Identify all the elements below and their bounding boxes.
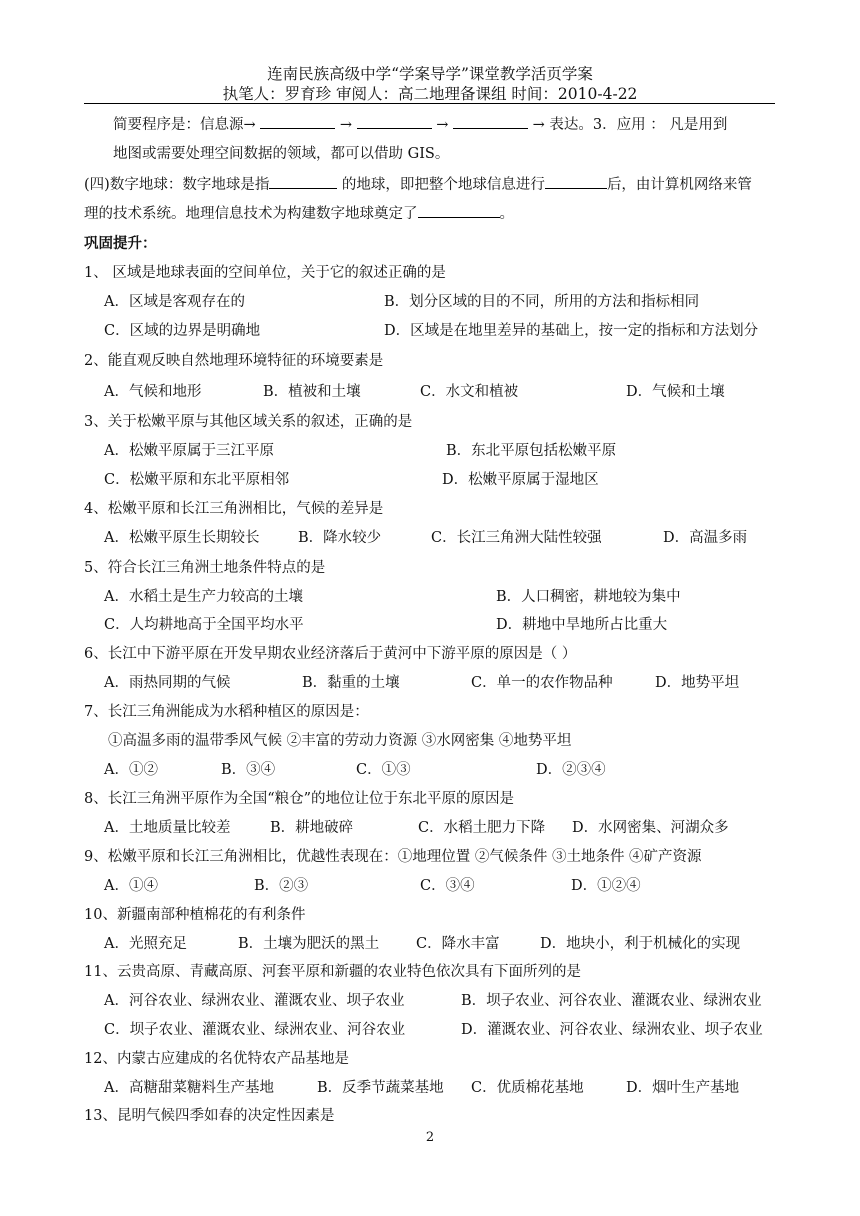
- option[interactable]: A．松嫩平原属于三江平原: [104, 443, 274, 459]
- fill-blank[interactable]: [453, 114, 528, 129]
- option[interactable]: B．降水较少: [298, 530, 382, 546]
- option[interactable]: C．区域的边界是明确地: [104, 323, 261, 339]
- intro-line-3: [84, 173, 752, 194]
- question-6: 6、长江中下游平原在开发早期农业经济落后于黄河中下游平原的原因是（ ）: [84, 646, 577, 662]
- intro-text: 。: [499, 206, 514, 222]
- intro-line-1: [113, 113, 727, 134]
- section-title: 巩固提升：: [84, 235, 157, 252]
- intro-text: 理的技术系统。地理信息技术为构建数字地球奠定了: [84, 206, 418, 222]
- option[interactable]: D．高温多雨: [663, 530, 748, 546]
- option[interactable]: A．高糖甜菜糖料生产基地: [104, 1080, 274, 1096]
- option[interactable]: B．黏重的土壤: [302, 675, 400, 691]
- intro-text: 简要程序是：信息源→: [113, 117, 256, 133]
- document-subtitle: 执笔人：罗育珍 审阅人：高二地理备课组 时间：2010-4-22: [222, 85, 638, 103]
- fill-blank[interactable]: [418, 203, 500, 218]
- option[interactable]: C．水文和植被: [420, 384, 519, 400]
- option[interactable]: D．①②④: [571, 878, 641, 894]
- option[interactable]: A．①④: [104, 878, 158, 894]
- option[interactable]: A．气候和地形: [104, 384, 202, 400]
- option[interactable]: D．地块小，利于机械化的实现: [540, 936, 741, 952]
- option[interactable]: C．降水丰富: [416, 936, 500, 952]
- option[interactable]: C．优质棉花基地: [471, 1080, 584, 1096]
- fill-blank[interactable]: [545, 174, 607, 189]
- intro-text: 的地球，即把整个地球信息进行: [337, 177, 545, 193]
- option[interactable]: D．地势平坦: [655, 675, 740, 691]
- arrow-text: →: [436, 117, 449, 133]
- option[interactable]: A．①②: [104, 762, 158, 778]
- option[interactable]: D．区域是在地里差异的基础上，按一定的指标和方法划分: [384, 323, 759, 339]
- option[interactable]: C．水稻土肥力下降: [418, 820, 546, 836]
- question-1: 1、 区域是地球表面的空间单位，关于它的叙述正确的是: [84, 265, 446, 281]
- option[interactable]: A．区域是客观存在的: [104, 294, 245, 310]
- option[interactable]: D．水网密集、河湖众多: [572, 820, 729, 836]
- option[interactable]: D．灌溉农业、河谷农业、绿洲农业、坝子农业: [461, 1022, 763, 1038]
- option[interactable]: A．水稻土是生产力较高的土壤: [104, 589, 303, 605]
- option[interactable]: C．③④: [420, 878, 475, 894]
- question-12: 12、内蒙古应建成的名优特农产品基地是: [84, 1051, 349, 1067]
- option[interactable]: C．长江三角洲大陆性较强: [431, 530, 602, 546]
- option[interactable]: B．③④: [221, 762, 276, 778]
- intro-text: 后，由计算机网络来管: [606, 177, 752, 193]
- intro-line-2: 地图或需要处理空间数据的领域，都可以借助 GIS。: [113, 146, 450, 162]
- option[interactable]: D．②③④: [536, 762, 606, 778]
- option[interactable]: C．松嫩平原和东北平原相邻: [104, 472, 290, 488]
- question-8: 8、长江三角洲平原作为全国“粮仓”的地位让位于东北平原的原因是: [84, 791, 515, 807]
- fill-blank[interactable]: [357, 114, 432, 129]
- option[interactable]: B．植被和土壤: [263, 384, 361, 400]
- page-number: 2: [425, 1130, 435, 1145]
- option[interactable]: B．东北平原包括松嫩平原: [446, 443, 617, 459]
- option[interactable]: A．河谷农业、绿洲农业、灌溉农业、坝子农业: [104, 993, 405, 1009]
- option[interactable]: B．坝子农业、河谷农业、灌溉农业、绿洲农业: [461, 993, 762, 1009]
- option[interactable]: A．光照充足: [104, 936, 187, 952]
- question-7-items: ①高温多雨的温带季风气候 ②丰富的劳动力资源 ③水网密集 ④地势平坦: [108, 733, 572, 749]
- option[interactable]: A．雨热同期的气候: [104, 675, 231, 691]
- intro-text: (四)数字地球：数字地球是指: [84, 177, 270, 193]
- question-13: 13、昆明气候四季如春的决定性因素是: [84, 1108, 335, 1124]
- question-7: 7、长江三角洲能成为水稻种植区的原因是：: [84, 704, 369, 720]
- question-5: 5、符合长江三角洲土地条件特点的是: [84, 560, 326, 576]
- fill-blank[interactable]: [269, 174, 337, 189]
- option[interactable]: B．耕地破碎: [270, 820, 354, 836]
- option[interactable]: C．人均耕地高于全国平均水平: [104, 617, 304, 633]
- option[interactable]: C．坝子农业、灌溉农业、绿洲农业、河谷农业: [104, 1022, 406, 1038]
- arrow-text: →: [339, 117, 353, 133]
- intro-line-4: [84, 202, 514, 223]
- document-title: 连南民族高级中学“学案导学”课堂教学活页学案: [267, 65, 593, 83]
- option[interactable]: B．②③: [254, 878, 309, 894]
- question-11: 11、云贵高原、青藏高原、河套平原和新疆的农业特色依次具有下面所列的是: [84, 964, 581, 980]
- option[interactable]: D．松嫩平原属于湿地区: [442, 472, 599, 488]
- option[interactable]: D．耕地中旱地所占比重大: [496, 617, 668, 633]
- question-4: 4、松嫩平原和长江三角洲相比，气候的差异是: [84, 501, 384, 517]
- option[interactable]: B．人口稠密，耕地较为集中: [496, 589, 681, 605]
- question-2: 2、能直观反映自然地理环境特征的环境要素是: [84, 353, 384, 369]
- question-9: 9、松嫩平原和长江三角洲相比，优越性表现在：①地理位置 ②气候条件 ③土地条件 ④矿产资源: [84, 849, 702, 865]
- option[interactable]: B．划分区域的目的不同，所用的方法和指标相同: [384, 294, 700, 310]
- option[interactable]: A．土地质量比较差: [104, 820, 231, 836]
- intro-text: → 表达。3．应用 ： 凡是用到: [532, 117, 728, 133]
- option[interactable]: B．土壤为肥沃的黑土: [238, 936, 380, 952]
- option[interactable]: B．反季节蔬菜基地: [317, 1080, 444, 1096]
- option[interactable]: C．①③: [356, 762, 411, 778]
- option[interactable]: D．烟叶生产基地: [626, 1080, 740, 1096]
- question-3: 3、关于松嫩平原与其他区域关系的叙述，正确的是: [84, 414, 413, 430]
- option[interactable]: A．松嫩平原生长期较长: [104, 530, 260, 546]
- fill-blank[interactable]: [260, 114, 335, 129]
- option[interactable]: D．气候和土壤: [626, 384, 725, 400]
- question-10: 10、新疆南部种植棉花的有利条件: [84, 907, 306, 923]
- option[interactable]: C．单一的农作物品种: [471, 675, 613, 691]
- header-rule: [84, 103, 775, 104]
